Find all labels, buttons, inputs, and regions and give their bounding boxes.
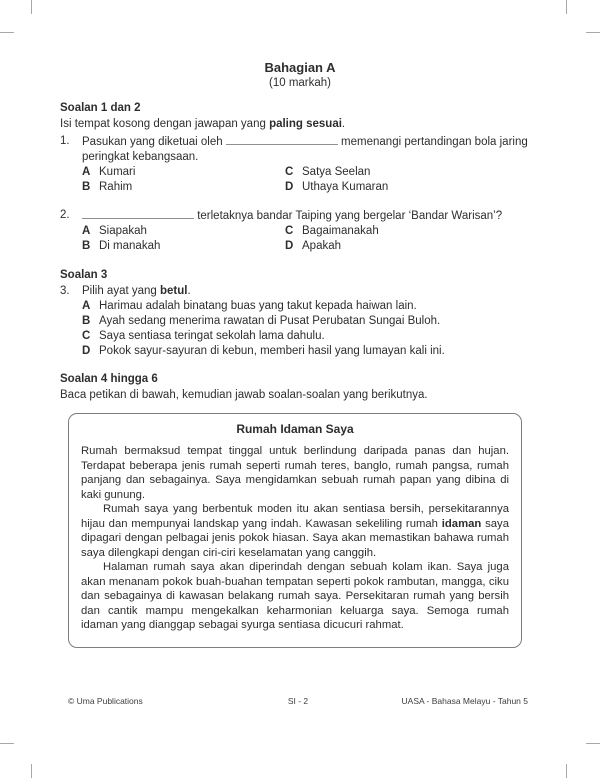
option-label: Siapakah (99, 225, 147, 237)
option-label: Di manakah (99, 240, 161, 252)
option-letter: B (82, 240, 91, 252)
heading-soalan-4-6: Soalan 4 hingga 6 (60, 373, 158, 385)
crop-mark-bottom-left-horizontal (0, 743, 14, 744)
option-letter: B (82, 315, 91, 327)
question-1-number: 1. (60, 135, 70, 147)
passage-paragraph-2 (81, 502, 509, 560)
option-row (82, 299, 540, 314)
heading-soalan-3: Soalan 3 (60, 269, 108, 281)
option-label: Pokok sayur-sayuran di kebun, memberi hasil yang lumayan kali ini. (99, 345, 445, 357)
footer-paper-title: UASA - Bahasa Melayu - Tahun 5 (401, 696, 528, 706)
text-run: Pilih ayat yang (82, 285, 160, 297)
text-run: Rumah saya yang berbentuk moden itu akan sentiasa bersih, persekitarannya hijau dan mempunyai landskap yang indah. Kawasan sekeliling rumah (81, 503, 509, 530)
question-3-stem (82, 284, 540, 299)
instruction-soalan-4-6: Baca petikan di bawah, kemudian jawab soalan-soalan yang berikutnya. (60, 389, 428, 401)
option-label: Harimau adalah binatang buas yang takut kepada haiwan lain. (99, 300, 417, 312)
text-run: terletaknya bandar Taiping yang bergelar ‘Bandar Warisan’? (194, 210, 503, 222)
crop-mark-top-right-horizontal (586, 32, 600, 33)
option-row (82, 314, 540, 329)
text-run: . (341, 118, 346, 130)
question-2-stem (82, 208, 540, 224)
passage-title: Rumah Idaman Saya (236, 422, 354, 436)
bold-text-run: paling sesuai (269, 118, 342, 130)
bold-text-run: idaman (441, 517, 482, 530)
question-1 (60, 134, 540, 195)
section-marks: (10 markah) (269, 77, 331, 89)
question-3-number: 3. (60, 285, 70, 297)
text-run: Rumah bermaksud tempat tinggal untuk berlindung daripada panas dan hujan. Terdapat beberapa jenis rumah seperti rumah teres, banglo, rumah pangsa, rumah panjang dan sebagainya. Saya mengidamkan sebuah rumah papan yang dibina di kaki gunung. (81, 445, 509, 501)
question-3-body (82, 284, 540, 359)
heading-soalan-1-2: Soalan 1 dan 2 (60, 102, 141, 114)
section-header (60, 60, 540, 91)
option-label: Kumari (99, 166, 136, 178)
option-row (285, 180, 540, 195)
option-letter: D (285, 240, 294, 252)
option-label: Uthaya Kumaran (302, 181, 389, 193)
passage-paragraph-3 (81, 560, 509, 633)
question-3-options (82, 299, 540, 359)
text-run: memenangi pertandingan bola jaring peringkat kebangsaan. (82, 136, 528, 163)
question-1-stem (82, 134, 540, 165)
crop-mark-top-right-vertical (566, 0, 567, 14)
question-3 (60, 284, 540, 359)
option-row (82, 239, 285, 254)
option-letter: D (285, 181, 294, 193)
option-letter: A (82, 166, 91, 178)
question-1-options (82, 165, 540, 195)
option-row (285, 239, 540, 254)
option-letter: C (285, 166, 294, 178)
text-run: Pasukan yang diketuai oleh (82, 136, 226, 148)
option-row (285, 224, 540, 239)
option-letter: A (82, 300, 91, 312)
question-2-body (82, 208, 540, 254)
text-run: . (187, 285, 191, 297)
crop-mark-bottom-left-vertical (31, 764, 32, 778)
option-letter: B (82, 181, 91, 193)
option-label: Saya sentiasa teringat sekolah lama dahulu. (99, 330, 325, 342)
question-2-number: 2. (60, 209, 70, 221)
option-letter: A (82, 225, 91, 237)
question-2-options (82, 224, 540, 254)
page-footer (68, 696, 528, 706)
option-row (82, 329, 540, 344)
option-row (82, 165, 285, 180)
option-label: Bagaimanakah (302, 225, 379, 237)
option-letter: D (82, 345, 91, 357)
option-row (82, 344, 540, 359)
option-row (285, 165, 540, 180)
option-label: Satya Seelan (302, 166, 371, 178)
instruction-soalan-1-2 (60, 117, 540, 132)
text-run: Halaman rumah saya akan diperindah dengan sebuah kolam ikan. Saya juga akan menanam pokok buah-buahan tempatan seperti pokok rambutan, mangga, ciku dan sebagainya di kawasan belakang rumah saya. Persekitaran rumah yang bersih dan cantik mampu mengekalkan keharmonian keluarga saya. Semoga rumah idaman yang dianggap sebagai syurga sentiasa dicucuri rahmat. (81, 561, 509, 631)
crop-mark-bottom-right-horizontal (586, 743, 600, 744)
option-row (82, 224, 285, 239)
option-row (82, 180, 285, 195)
section-title: Bahagian A (264, 60, 336, 75)
text-run: Isi tempat kosong dengan jawapan yang (60, 118, 270, 130)
option-letter: C (82, 330, 91, 342)
question-2 (60, 208, 540, 254)
question-1-body (82, 134, 540, 195)
crop-mark-top-left-vertical (31, 0, 32, 14)
answer-blank (82, 208, 194, 219)
option-letter: C (285, 225, 294, 237)
option-label: Rahim (99, 181, 133, 193)
passage-box (68, 413, 522, 648)
footer-publisher: © Uma Publications (68, 696, 143, 706)
option-label: Apakah (302, 240, 342, 252)
bold-text-run: betul (160, 285, 188, 297)
crop-mark-top-left-horizontal (0, 32, 14, 33)
answer-blank (226, 134, 338, 145)
option-label: Ayah sedang menerima rawatan di Pusat Perubatan Sungai Buloh. (99, 315, 441, 327)
crop-mark-bottom-right-vertical (566, 764, 567, 778)
footer-page-code: SI - 2 (287, 696, 309, 706)
passage-paragraph-1 (81, 444, 509, 502)
text-run: saya dipagari dengan pelbagai jenis pokok hiasan. Saya akan memastikan bahawa rumah saya dilengkapi dengan ciri-ciri keselamatan yang canggih. (81, 517, 509, 559)
